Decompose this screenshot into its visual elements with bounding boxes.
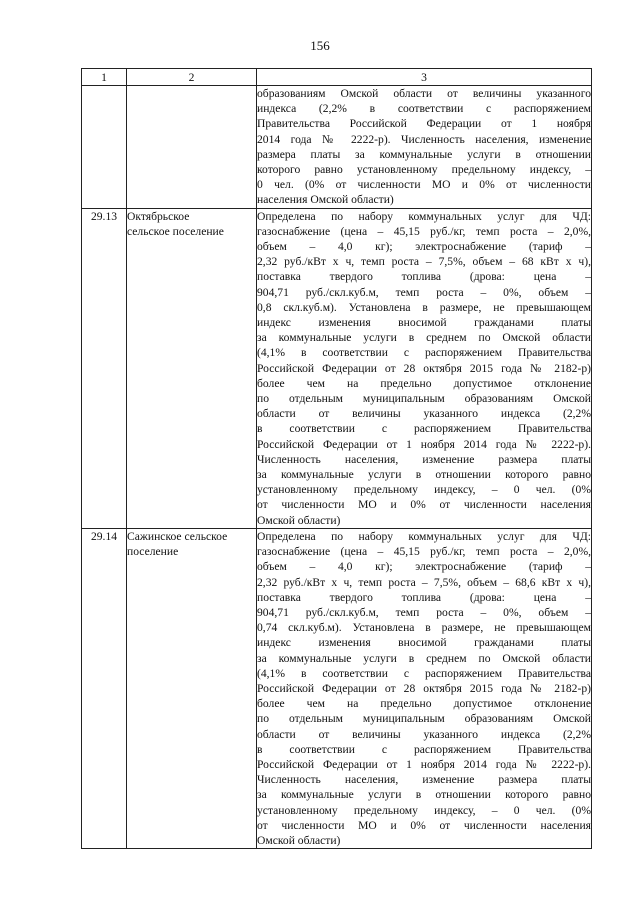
text-line: Определена по набору коммунальных услуг для ЧД:: [257, 529, 591, 543]
table-row: [82, 208, 592, 528]
table-header-row: [82, 69, 592, 86]
settlement-name-line: поселение: [127, 545, 179, 559]
text-line: за коммунальные услуги в отношении которого равно: [257, 468, 591, 482]
document-table: [81, 68, 592, 849]
text-line: размера платы за коммунальные услуги в отношении: [257, 147, 591, 161]
row-number: 29.14: [82, 528, 127, 848]
row-number: [82, 86, 127, 209]
settlement-name: [127, 86, 257, 209]
text-line: индекса (2,2% в соответствии с распоряжением: [257, 102, 591, 116]
text-line: Омской области): [257, 513, 341, 527]
text-line: Российской Федерации от 1 ноября 2014 года № 2222-р).: [257, 757, 591, 771]
settlement-name-line: Октябрьское: [127, 209, 190, 223]
text-line: 2014 года № 2222-р). Численность населения, изменение: [257, 132, 591, 146]
text-line: по отдельным муниципальным образованиям Омской: [257, 712, 591, 726]
text-line: Численность населения, изменение размера платы: [257, 452, 591, 466]
settlement-name: [127, 528, 257, 848]
description-text: [257, 528, 592, 848]
header-col-1: 1: [82, 69, 127, 86]
text-line: за коммунальные услуги в среднем по Омской области: [257, 651, 591, 665]
text-line: поставка твердого топлива (дрова: цена –: [257, 590, 591, 604]
settlement-name-line: Сажинское сельское: [127, 529, 228, 543]
text-line: (4,1% в соответствии с распоряжением Правительства: [257, 666, 591, 680]
text-line: Российской Федерации от 1 ноября 2014 года № 2222-р).: [257, 437, 591, 451]
text-line: объем – 4,0 кг); электроснабжение (тариф –: [257, 240, 591, 254]
table-row: [82, 86, 592, 209]
text-line: 2,32 руб./кВт х ч, темп роста – 7,5%, объем – 68,6 кВт х ч),: [257, 575, 591, 589]
text-line: 0,74 скл.куб.м). Установлена в размере, не превышающем: [257, 621, 591, 635]
text-line: Российской Федерации от 28 октября 2015 года № 2182-р): [257, 681, 591, 695]
text-line: более чем на предельно допустимое отклонение: [257, 697, 591, 711]
text-line: газоснабжение (цена – 45,15 руб./кг, темп роста – 2,0%,: [257, 224, 591, 238]
text-line: 0 чел. (0% от численности МО и 0% от численности: [257, 178, 591, 192]
text-line: объем – 4,0 кг); электроснабжение (тариф –: [257, 560, 591, 574]
table-row: [82, 528, 592, 848]
header-col-2: 2: [127, 69, 257, 86]
description-text: [257, 86, 592, 209]
text-line: 2,32 руб./кВт х ч, темп роста – 7,5%, объем – 68 кВт х ч),: [257, 255, 591, 269]
text-line: в соответствии с распоряжением Правительства: [257, 742, 591, 756]
text-line: населения Омской области): [257, 193, 394, 207]
text-line: за коммунальные услуги в среднем по Омской области: [257, 331, 591, 345]
text-line: области от величины указанного индекса (2,2%: [257, 407, 591, 421]
text-line: 904,71 руб./скл.куб.м, темп роста – 0%, объем –: [257, 285, 591, 299]
text-line: поставка твердого топлива (дрова: цена –: [257, 270, 591, 284]
text-line: образованиям Омской области от величины указанного: [257, 87, 591, 100]
row-number: 29.13: [82, 208, 127, 528]
text-line: Определена по набору коммунальных услуг для ЧД:: [257, 209, 591, 223]
text-line: Российской Федерации от 28 октября 2015 года № 2182-р): [257, 361, 591, 375]
text-line: за коммунальные услуги в отношении которого равно: [257, 788, 591, 802]
text-line: по отдельным муниципальным образованиям Омской: [257, 392, 591, 406]
text-line: индекс изменения вносимой гражданами платы: [257, 636, 591, 650]
text-line: (4,1% в соответствии с распоряжением Правительства: [257, 346, 591, 360]
text-line: от численности МО и 0% от численности населения: [257, 818, 591, 832]
text-line: индекс изменения вносимой гражданами платы: [257, 316, 591, 330]
text-line: которого равно установленному предельному индексу, –: [257, 163, 591, 177]
description-text: [257, 208, 592, 528]
text-line: установленному предельному индексу, – 0 чел. (0%: [257, 483, 591, 497]
text-line: Правительства Российской Федерации от 1 ноября: [257, 117, 591, 131]
text-line: газоснабжение (цена – 45,15 руб./кг, темп роста – 2,0%,: [257, 545, 591, 559]
settlement-name-line: сельское поселение: [127, 224, 224, 238]
text-line: установленному предельному индексу, – 0 чел. (0%: [257, 803, 591, 817]
header-col-3: 3: [257, 69, 592, 86]
settlement-name: [127, 208, 257, 528]
text-line: области от величины указанного индекса (2,2%: [257, 727, 591, 741]
text-line: Численность населения, изменение размера платы: [257, 773, 591, 787]
text-line: Омской области): [257, 833, 341, 847]
text-line: 0,8 скл.куб.м). Установлена в размере, не превышающем: [257, 300, 591, 314]
text-line: 904,71 руб./скл.куб.м, темп роста – 0%, объем –: [257, 605, 591, 619]
page-number: 156: [310, 38, 330, 53]
text-line: в соответствии с распоряжением Правительства: [257, 422, 591, 436]
text-line: от численности МО и 0% от численности населения: [257, 498, 591, 512]
text-line: более чем на предельно допустимое отклонение: [257, 376, 591, 390]
